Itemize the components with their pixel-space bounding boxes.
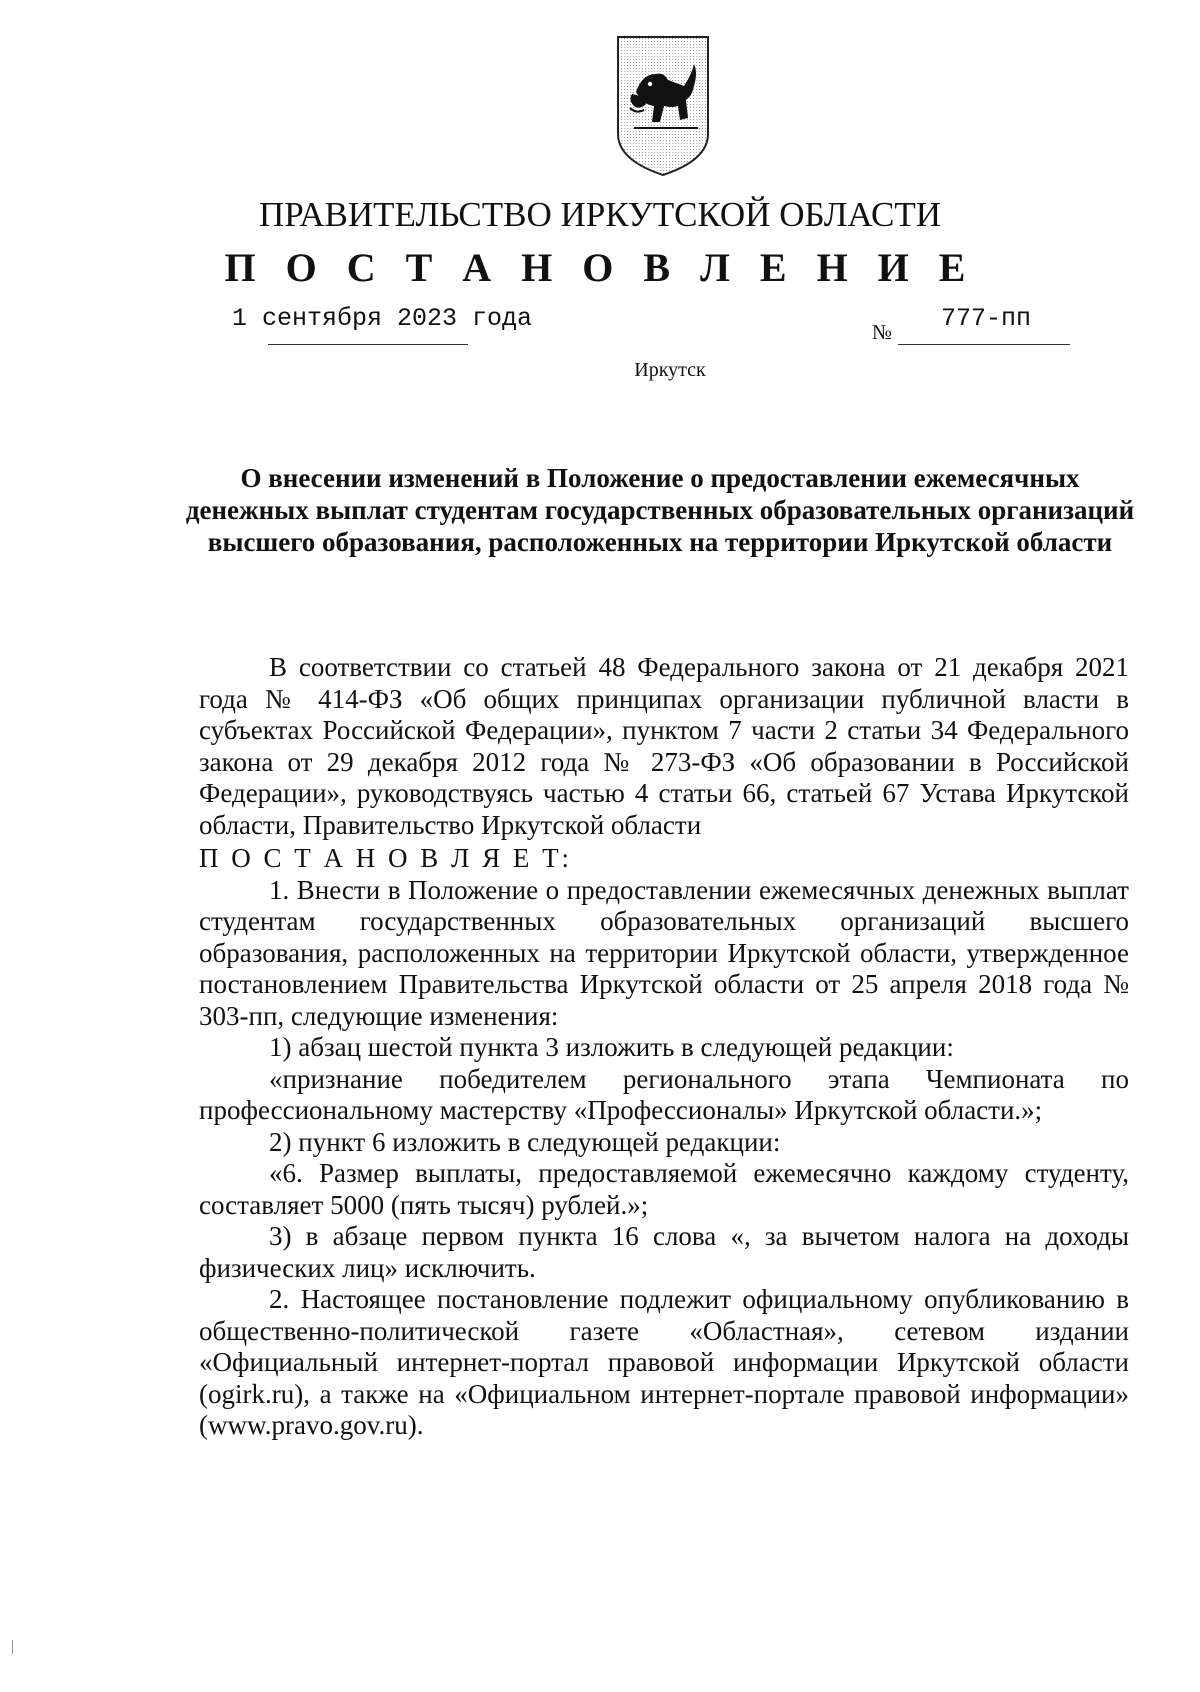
document-date: 1 сентября 2023 года bbox=[232, 304, 533, 333]
city-name: Иркутск bbox=[634, 359, 706, 381]
body-paragraph: 2. Настоящее постановление подлежит официальному опубликованию в общественно-политической газете «Областная», сетевом издании «Официальный интернет-портал правовой информации Иркутской области (ogirk.ru), а также на «Официальном интернет-портале правовой информации» (www.pravo.gov.ru). bbox=[199, 1284, 1129, 1440]
document-type: П О С Т А Н О В Л Е Н И Е bbox=[224, 245, 976, 290]
decree-heading: П О С Т А Н О В Л Я Е Т: bbox=[199, 843, 573, 873]
date-underline bbox=[268, 344, 468, 345]
body-paragraph: 3) в абзаце первом пункта 16 слова «, за вычетом налога на доходы физических лиц» исключить. bbox=[199, 1221, 1129, 1283]
number-sign: № bbox=[872, 320, 893, 344]
document-number: 777-пп bbox=[941, 304, 1032, 333]
body-paragraph: «6. Размер выплаты, предоставляемой ежемесячно каждому студенту, составляет 5000 (пять тысяч) рублей.»; bbox=[199, 1158, 1129, 1220]
body-paragraph: 2) пункт 6 изложить в следующей редакции: bbox=[269, 1126, 781, 1157]
body-paragraph: 1) абзац шестой пункта 3 изложить в следующей редакции: bbox=[269, 1032, 954, 1062]
irkutsk-coat-of-arms-icon bbox=[614, 34, 712, 178]
document-body bbox=[199, 652, 1129, 1442]
government-name: ПРАВИТЕЛЬСТВО ИРКУТСКОЙ ОБЛАСТИ bbox=[259, 195, 941, 234]
body-paragraph: 1. Внести в Положение о предоставлении ежемесячных денежных выплат студентам государственных образовательных организаций высшего образования, расположенных на территории Иркутской области, утвержденное постановлением Правительства Иркутской области от 25 апреля 2018 года № 303-пп, следующие изменения: bbox=[199, 874, 1129, 1031]
document-title: О внесении изменений в Положение о предоставлении ежемесячных денежных выплат студентам государственных образовательных организаций высшего образования, расположенных на территории Иркутской области bbox=[185, 463, 1135, 557]
number-underline bbox=[898, 344, 1070, 345]
body-paragraph: «признание победителем регионального этапа Чемпионата по профессиональному мастерству «Профессионалы» Иркутской области.»; bbox=[199, 1063, 1129, 1125]
preamble: В соответствии со статьей 48 Федерального закона от 21 декабря 2021 года № 414-ФЗ «Об общих принципах организации публичной власти в субъектах Российской Федерации», пунктом 7 части 2 статьи 34 Федерального закона от 29 декабря 2012 года № 273-ФЗ «Об образовании в Российской Федерации», руководствуясь частью 4 статьи 66, статьей 67 Устава Иркутской области, Правительство Иркутской области bbox=[199, 652, 1129, 840]
scan-margin-mark bbox=[12, 1640, 13, 1654]
